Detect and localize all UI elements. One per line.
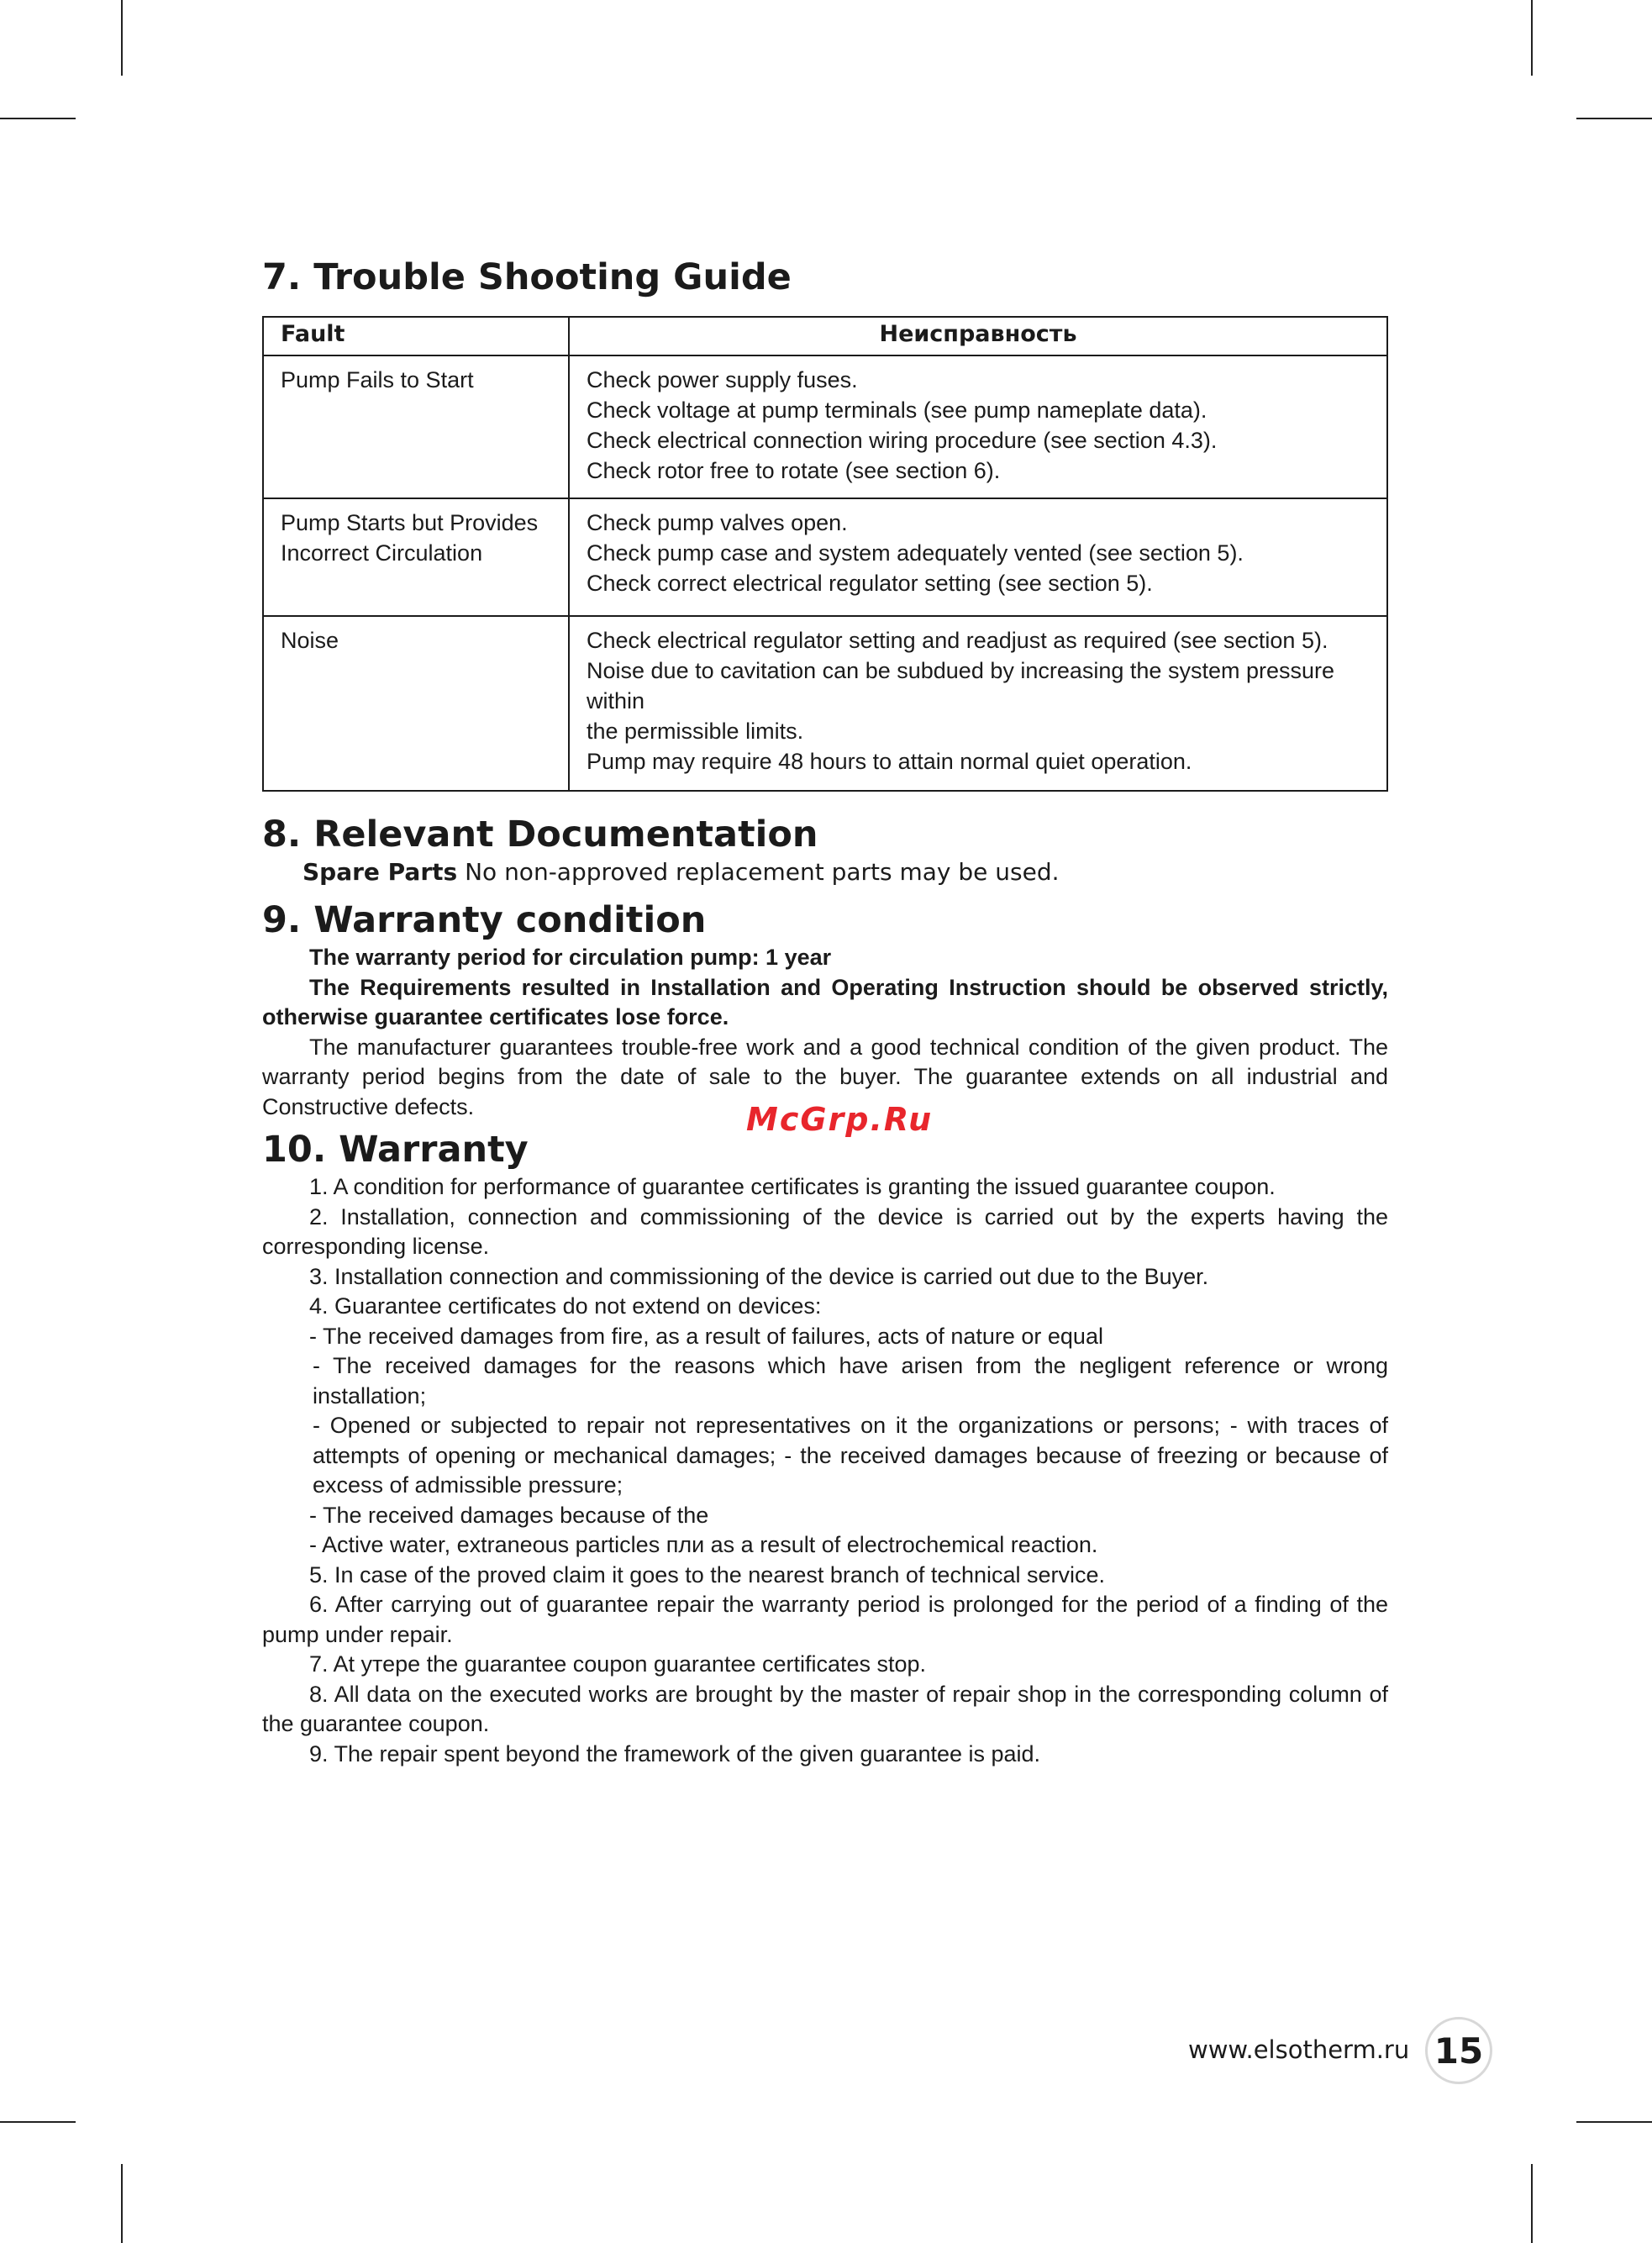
table-row [263,498,1387,616]
remedy-cell: Check pump valves open. Check pump case and system adequately vented (see section 5). Check correct electrical regulator setting (see section 5). [569,498,1387,616]
watermark: McGrp.Ru [746,1101,934,1138]
spare-parts-label: Spare Parts [303,858,458,886]
page-number: 15 [1425,2017,1492,2084]
table-header-row [263,317,1387,355]
table-row [263,355,1387,498]
warranty-item: 5. In case of the proved claim it goes to the nearest branch of technical service. [309,1561,1106,1587]
crop-mark [0,118,76,119]
warranty-item: 1. A condition for performance of guarantee certificates is granting the issued guarantee coupon. [309,1174,1276,1199]
warranty-description: The manufacturer guarantees trouble-free work and a good technical condition of the given product. The warranty period begins from the date of sale to the buyer. The guarantee extends on all industrial and Constructive defects. [262,1034,1388,1119]
crop-mark [1531,2164,1533,2243]
crop-mark [1531,0,1533,76]
warranty-item: 8. All data on the executed works are brought by the master of repair shop in the corresponding column of the guarantee coupon. [262,1681,1388,1736]
warranty-period: The warranty period for circulation pump: 1 year [309,945,832,970]
spare-parts-text: No non-approved replacement parts may be used. [457,858,1060,886]
section-10-heading: 10. Warranty [262,1129,529,1171]
section-9-heading: 9. Warranty condition [262,899,707,941]
spare-parts-note [262,857,1388,887]
fault-column-header: Fault [263,317,569,355]
remedy-column-header: Неисправность [569,317,1387,355]
troubleshooting-table [262,316,1388,792]
fault-cell: Pump Starts but Provides Incorrect Circulation [263,498,569,616]
warranty-item: 7. At утере the guarantee coupon guarantee certificates stop. [309,1651,927,1677]
crop-mark [1576,2121,1652,2123]
remedy-cell: Check electrical regulator setting and readjust as required (see section 5). Noise due to cavitation can be subdued by increasing the system pressure within the permissible limits. Pump may require 48 hours to attain normal quiet operation. [569,616,1387,791]
exclusion-item: - The received damages for the reasons which have arisen from the negligent reference or wrong installation; [313,1353,1388,1408]
remedy-cell: Check power supply fuses. Check voltage at pump terminals (see pump nameplate data). Check electrical connection wiring procedure (see section 4.3). Check rotor free to rotate (see section 6). [569,355,1387,498]
fault-cell: Pump Fails to Start [263,355,569,498]
warranty-item: 2. Installation, connection and commissioning of the device is carried out by the experts having the corresponding license. [262,1203,1388,1259]
section-7-heading: 7. Trouble Shooting Guide [262,256,792,298]
table-row [263,616,1387,791]
section-8-heading: 8. Relevant Documentation [262,813,818,856]
warranty-requirements: The Requirements resulted in Installation and Operating Instruction should be observed strictly, otherwise guarantee certificates lose force. [262,974,1388,1029]
crop-mark [0,2121,76,2123]
footer-url[interactable]: www.elsotherm.ru [1188,2035,1410,2064]
fault-cell: Noise [263,616,569,791]
page-content [262,252,1388,1769]
warranty-item: 6. After carrying out of guarantee repair the warranty period is prolonged for the period of a finding of the pump under repair. [262,1592,1388,1647]
crop-mark [1576,118,1652,119]
exclusion-item: - The received damages from fire, as a result of failures, acts of nature or equal [309,1323,1103,1349]
crop-mark [121,2164,123,2243]
exclusion-item: - The received damages because of the [309,1502,709,1528]
exclusion-item: - Opened or subjected to repair not representatives on it the organizations or persons; - with traces of attempts of opening or mechanical damages; - the received damages because of freezing or because of excess of admissible pressure; [313,1413,1388,1498]
warranty-item: 9. The repair spent beyond the framework of the given guarantee is paid. [309,1740,1041,1766]
crop-mark [121,0,123,76]
exclusion-item: - Active water, extraneous particles пли as a result of electrochemical reaction. [309,1532,1098,1557]
warranty-item: 3. Installation connection and commissioning of the device is carried out due to the Buyer. [309,1263,1209,1289]
warranty-item: 4. Guarantee certificates do not extend on devices: [309,1293,822,1319]
